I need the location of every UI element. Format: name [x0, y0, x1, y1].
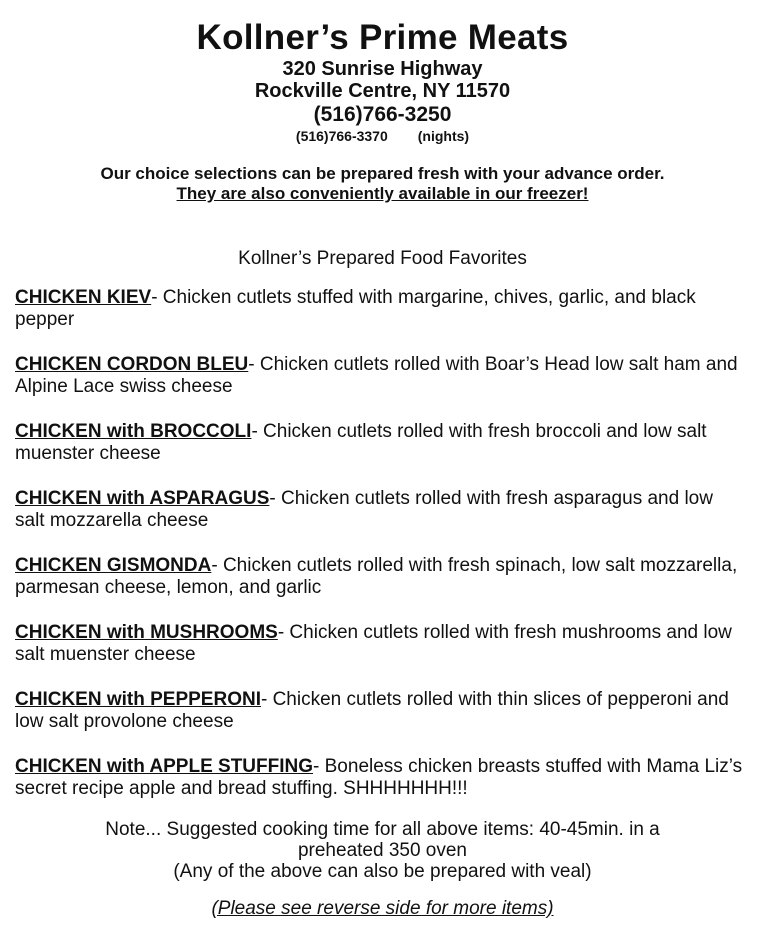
- address-line-1: 320 Sunrise Highway: [282, 58, 483, 80]
- item-desc: - Chicken cutlets rolled with fresh spinach, low salt mozzarella, parmesan cheese, lemon, and garlic: [15, 555, 738, 598]
- item-name: CHICKEN with BROCCOLI: [15, 421, 252, 442]
- intro-line-2: They are also conveniently available in our freezer!: [176, 184, 589, 203]
- item-name: CHICKEN with APPLE STUFFING: [15, 756, 314, 777]
- store-header: [0, 0, 765, 146]
- menu-item: [15, 488, 747, 532]
- item-name: CHICKEN KIEV: [15, 287, 152, 308]
- note-line-1: Note... Suggested cooking time for all above items: 40-45min. in a: [105, 819, 660, 840]
- item-desc: - Chicken cutlets rolled with fresh mushrooms and low salt muenster cheese: [15, 622, 732, 665]
- reverse-side-note: (Please see reverse side for more items): [211, 898, 554, 919]
- note-line-3: (Any of the above can also be prepared with veal): [173, 861, 592, 882]
- item-desc: - Chicken cutlets rolled with thin slices of pepperoni and low salt provolone cheese: [15, 689, 729, 732]
- item-desc: - Chicken cutlets rolled with fresh broccoli and low salt muenster cheese: [15, 421, 707, 464]
- cooking-note: [0, 819, 765, 882]
- item-desc: - Chicken cutlets rolled with fresh asparagus and low salt mozzarella cheese: [15, 488, 713, 531]
- section-title: Kollner’s Prepared Food Favorites: [238, 248, 527, 269]
- menu-item: [15, 622, 747, 666]
- menu-item: [15, 421, 747, 465]
- menu-item: [15, 555, 747, 599]
- item-name: CHICKEN CORDON BLEU: [15, 354, 249, 375]
- item-desc: - Boneless chicken breasts stuffed with Mama Liz’s secret recipe apple and bread stuffing. SHHHHHHH!!!: [15, 756, 743, 799]
- item-name: CHICKEN GISMONDA: [15, 555, 212, 576]
- store-name: Kollner’s Prime Meats: [196, 18, 569, 57]
- item-name: CHICKEN with MUSHROOMS: [15, 622, 278, 643]
- menu-item: [15, 689, 747, 733]
- item-name: CHICKEN with PEPPERONI: [15, 689, 261, 710]
- item-desc: - Chicken cutlets stuffed with margarine, chives, garlic, and black pepper: [15, 287, 696, 330]
- phone-main: (516)766-3250: [313, 103, 452, 126]
- menu-item: [15, 354, 747, 398]
- intro-line-1: Our choice selections can be prepared fresh with your advance order.: [100, 164, 665, 183]
- note-line-2: preheated 350 oven: [297, 840, 468, 861]
- menu-item: [15, 287, 747, 331]
- phone-night-label: (nights): [417, 128, 470, 144]
- menu-item: [15, 756, 747, 800]
- item-name: CHICKEN with ASPARAGUS: [15, 488, 270, 509]
- menu-items: [0, 287, 765, 800]
- phone-nights-line: [0, 126, 765, 146]
- item-desc: - Chicken cutlets rolled with Boar’s Head low salt ham and Alpine Lace swiss cheese: [15, 354, 738, 397]
- phone-night: (516)766-3370: [295, 128, 388, 144]
- intro-text: [0, 164, 765, 204]
- address-line-2: Rockville Centre, NY 11570: [254, 80, 511, 102]
